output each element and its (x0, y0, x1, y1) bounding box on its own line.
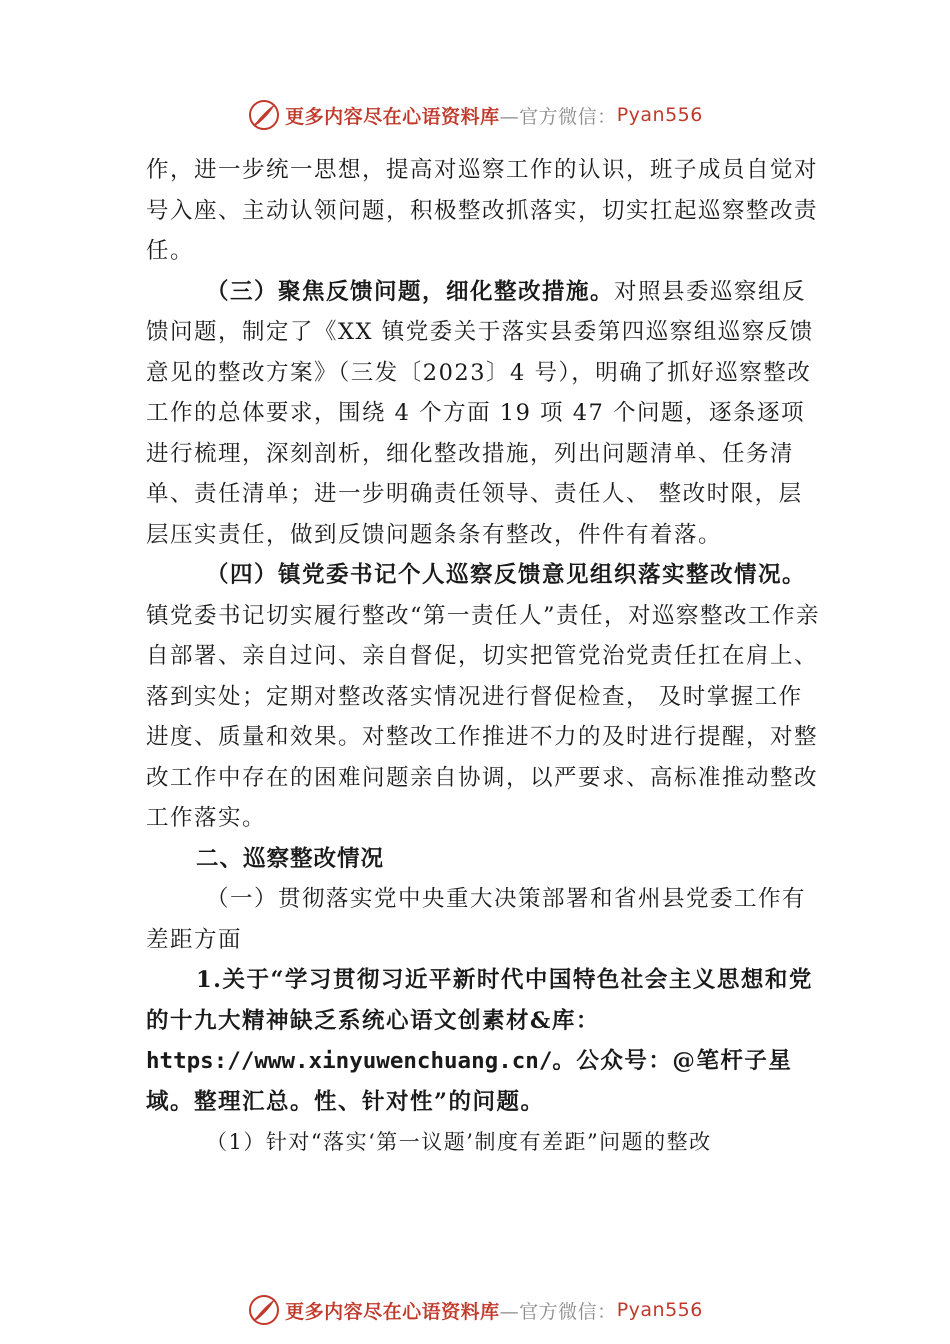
quill-logo-icon (247, 1293, 281, 1327)
paragraph-heading: （四）镇党委书记个人巡察反馈意见组织落实整改情况。 (206, 562, 807, 588)
paragraph-heading: （三）聚焦反馈问题，细化整改措施。 (206, 278, 615, 305)
watermark-separator: —官方微信： (499, 105, 617, 128)
paragraph-focus-feedback (146, 272, 826, 556)
paragraph-continuation: 作，进一步统一思想，提高对巡察工作的认识，班子成员自觉对号入座、主动认领问题，积极整改抓落实，切实扛起巡察整改责任。 (146, 157, 819, 264)
subsection-heading: （一）贯彻落实党中央重大决策部署和省州县党委工作有差距方面 (146, 886, 807, 953)
watermark-separator: —官方微信： (499, 1300, 617, 1323)
item-heading-tail: 。公众号：@笔杆子星域。整理汇总。性、针对性”的问题。 (146, 1048, 793, 1115)
watermark-header (0, 95, 950, 135)
watermark-footer (0, 1290, 950, 1330)
website-link[interactable]: https://www.xinyuwenchuang.cn/ (146, 1048, 553, 1074)
watermark-account: Pyan556 (616, 1299, 703, 1321)
paragraph-text: 镇党委书记切实履行整改“第一责任人”责任，对巡察整改工作亲自部署、亲自过问、亲自督促，切实把管党治党责任扛在肩上、落到实处；定期对整改落实情况进行督促检查， 及时掌握工作进度、质量和效果。对整改工作推进不力的及时进行提醒，对整改工作中存在的困难问题亲自协调，以严要求、高标准推动整改工作落实。 (146, 602, 821, 831)
item-heading (146, 960, 826, 1122)
document-body (146, 150, 826, 1163)
quill-logo-icon (247, 98, 281, 132)
watermark-brand: 更多内容尽在心语资料库 (285, 1300, 500, 1323)
watermark-account: Pyan556 (616, 104, 703, 126)
item-heading-text: 1.关于“学习贯彻习近平新时代中国特色社会主义思想和党的十九大精神缺乏系统心语文创素材&库： (146, 967, 813, 1034)
watermark-brand: 更多内容尽在心语资料库 (285, 105, 500, 128)
sub-item-heading: （1）针对“落实‘第一议题’制度有差距”问题的整改 (206, 1130, 712, 1154)
paragraph-text: 对照县委巡察组反馈问题，制定了《XX 镇党委关于落实县委第四巡察组巡察反馈意见的整改方案》（三发〔2023〕4 号），明确了抓好巡察整改工作的总体要求，围绕 4 个方面 19 项 47 个问题，逐条逐项进行梳理，深刻剖析，细化整改措施，列出问题清单、任务清单、责任清单；进一步明确责任领导、责任人、 整改时限，层层压实责任，做到反馈问题条条有整改，件件有着落。 (146, 278, 814, 548)
paragraph-secretary-duty (146, 555, 826, 839)
section-heading: 二、巡察整改情况 (196, 845, 385, 872)
